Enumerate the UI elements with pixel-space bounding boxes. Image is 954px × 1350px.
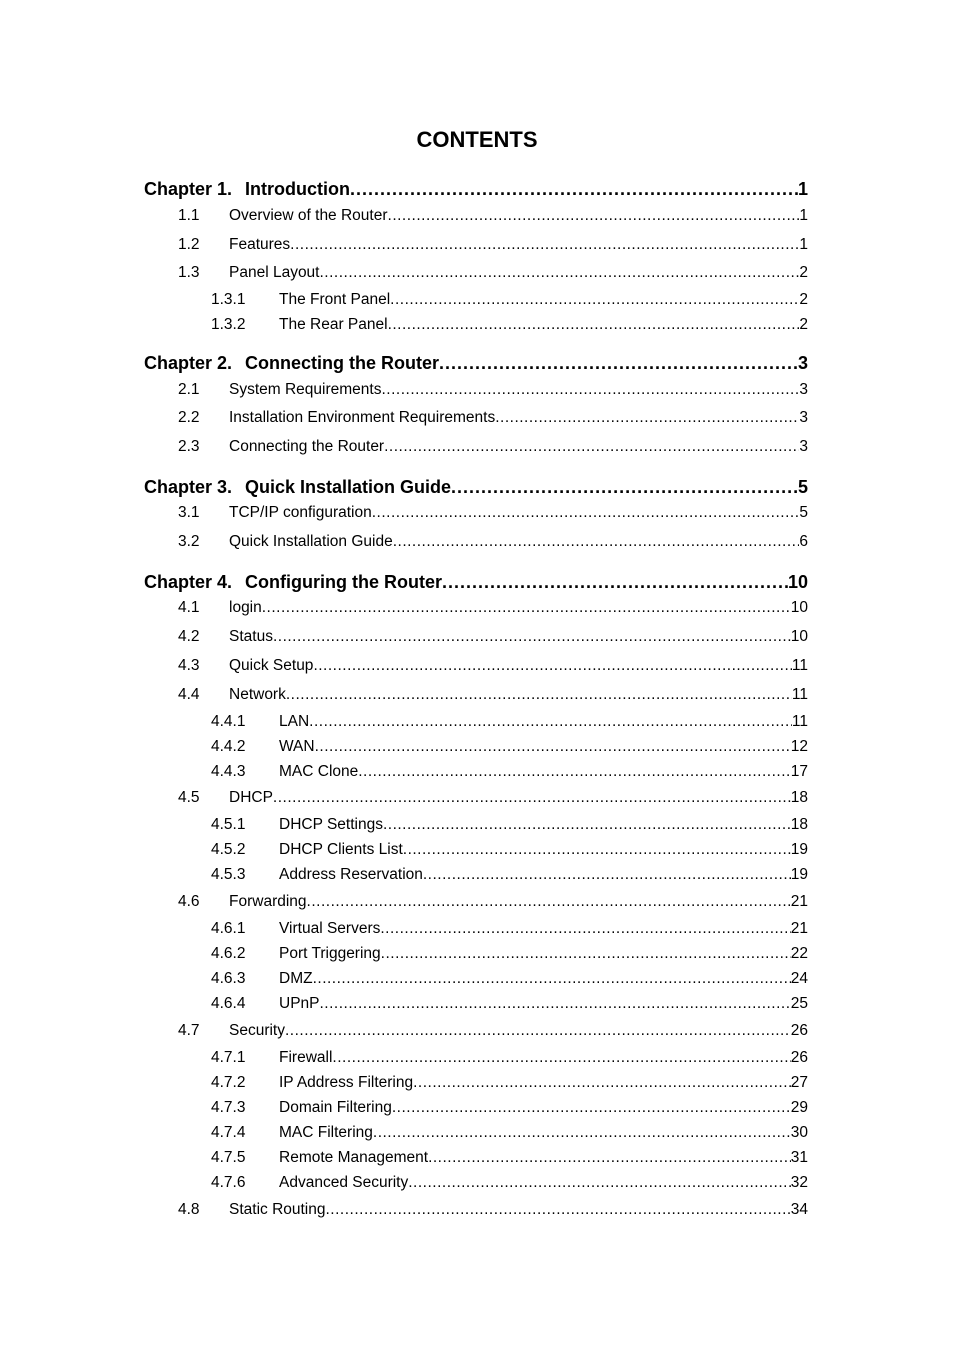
toc-section-row[interactable] <box>0 599 954 621</box>
toc-page-number: 29 <box>790 1099 808 1116</box>
dot-leader <box>392 1099 791 1117</box>
dot-leader <box>403 841 791 859</box>
toc-section-row[interactable] <box>0 1201 954 1223</box>
toc-section-row[interactable] <box>0 1022 954 1044</box>
toc-page-number: 26 <box>790 1022 808 1039</box>
dot-leader <box>332 1049 790 1067</box>
toc-title: The Front Panel <box>279 291 391 308</box>
dot-leader <box>315 738 791 756</box>
toc-page-number: 21 <box>790 893 808 910</box>
dot-leader <box>313 970 791 988</box>
toc-subsection-row[interactable] <box>0 316 954 338</box>
toc-title: TCP/IP configuration <box>229 504 372 521</box>
toc-section-row[interactable] <box>0 236 954 258</box>
toc-section-row[interactable] <box>0 893 954 915</box>
toc-title: Connecting the Router <box>245 353 439 373</box>
toc-number: 4.7 <box>178 1022 200 1039</box>
toc-section-row[interactable] <box>0 628 954 650</box>
toc-subsection-row[interactable] <box>0 816 954 838</box>
toc-number: 2.1 <box>178 381 200 398</box>
toc-subsection-row[interactable] <box>0 1049 954 1071</box>
toc-subsection-row[interactable] <box>0 1174 954 1196</box>
toc-page-number: 2 <box>799 264 808 281</box>
toc-title: Features <box>229 236 291 253</box>
dot-leader <box>350 179 798 200</box>
toc-number: 4.7.3 <box>211 1099 246 1116</box>
page-title: CONTENTS <box>416 127 538 152</box>
toc-title: Address Reservation <box>279 866 423 883</box>
toc-number: 4.7.6 <box>211 1174 246 1191</box>
toc-number: 4.7.5 <box>211 1149 246 1166</box>
toc-page-number: 30 <box>790 1124 808 1141</box>
toc-title: MAC Clone <box>279 763 359 780</box>
dot-leader <box>383 816 791 834</box>
toc-title: Domain Filtering <box>279 1099 392 1116</box>
toc-number: 4.6.4 <box>211 995 246 1012</box>
toc-title: The Rear Panel <box>279 316 388 333</box>
toc-number: 4.3 <box>178 657 200 674</box>
toc-chapter-row[interactable] <box>0 477 954 499</box>
toc-number: 1.1 <box>178 207 200 224</box>
toc-page-number: 22 <box>790 945 808 962</box>
dot-leader <box>320 264 800 282</box>
toc-page-number: 24 <box>790 970 808 987</box>
dot-leader <box>495 409 799 427</box>
toc-subsection-row[interactable] <box>0 920 954 942</box>
dot-leader <box>384 438 799 456</box>
toc-chapter-row[interactable] <box>0 353 954 375</box>
toc-number: 4.4.1 <box>211 713 246 730</box>
toc-chapter-row[interactable] <box>0 572 954 594</box>
toc-title: WAN <box>279 738 315 755</box>
toc-number: 2.3 <box>178 438 200 455</box>
toc-title: Quick Installation Guide <box>245 477 452 497</box>
toc-title: Security <box>229 1022 285 1039</box>
toc-number: 4.4.3 <box>211 763 246 780</box>
toc-page-number: 19 <box>790 841 808 858</box>
toc-page-number: 18 <box>790 789 808 806</box>
toc-number: 4.5 <box>178 789 200 806</box>
toc-number: 4.4.2 <box>211 738 246 755</box>
toc-page-number: 3 <box>799 381 808 398</box>
toc-number: Chapter 2. <box>144 353 233 373</box>
toc-number: 4.1 <box>178 599 200 616</box>
toc-title: Port Triggering <box>279 945 381 962</box>
toc-section-row[interactable] <box>0 207 954 229</box>
dot-leader <box>372 504 800 522</box>
toc-subsection-row[interactable] <box>0 841 954 863</box>
toc-page-number: 26 <box>790 1049 808 1066</box>
toc-title: Overview of the Router <box>229 207 388 224</box>
dot-leader <box>313 657 791 675</box>
toc-title: LAN <box>279 713 310 730</box>
toc-page-number: 3 <box>799 409 808 426</box>
toc-subsection-row[interactable] <box>0 291 954 313</box>
toc-subsection-row[interactable] <box>0 866 954 888</box>
toc-title: DHCP <box>229 789 273 806</box>
toc-page-number: 10 <box>790 628 808 645</box>
toc-page-number: 27 <box>790 1074 808 1091</box>
toc-title: Virtual Servers <box>279 920 381 937</box>
dot-leader <box>408 1174 791 1192</box>
toc-number: 4.7.2 <box>211 1074 246 1091</box>
toc-title: Connecting the Router <box>229 438 385 455</box>
dot-leader <box>439 353 798 374</box>
dot-leader <box>273 628 791 646</box>
dot-leader <box>309 713 792 731</box>
toc-number: 4.7.1 <box>211 1049 246 1066</box>
toc-title: IP Address Filtering <box>279 1074 414 1091</box>
toc-page-number: 5 <box>797 477 808 497</box>
toc-page-number: 11 <box>791 686 808 703</box>
toc-number: 4.5.1 <box>211 816 246 833</box>
toc-title: Firewall <box>279 1049 333 1066</box>
toc-section-row[interactable] <box>0 409 954 431</box>
toc-page-number: 21 <box>790 920 808 937</box>
toc-number: 4.6.2 <box>211 945 246 962</box>
toc-number: 3.2 <box>178 533 200 550</box>
toc-title: UPnP <box>279 995 320 1012</box>
toc-number: 4.6.1 <box>211 920 246 937</box>
toc-number: 4.4 <box>178 686 200 703</box>
toc-title: Introduction <box>245 179 350 199</box>
toc-section-row[interactable] <box>0 789 954 811</box>
toc-page-number: 25 <box>790 995 808 1012</box>
toc-number: 1.3.1 <box>211 291 246 308</box>
toc-subsection-row[interactable] <box>0 763 954 785</box>
toc-number: 4.2 <box>178 628 200 645</box>
toc-subsection-row[interactable] <box>0 1124 954 1146</box>
toc-page-number: 31 <box>790 1149 808 1166</box>
toc-number: Chapter 3. <box>144 477 233 497</box>
dot-leader <box>388 207 800 225</box>
toc-number: Chapter 4. <box>144 572 233 592</box>
toc-title: System Requirements <box>229 381 382 398</box>
toc-number: 4.6 <box>178 893 200 910</box>
toc-number: 4.5.3 <box>211 866 246 883</box>
toc-chapter-row[interactable] <box>0 179 954 201</box>
toc-page-number: 10 <box>790 599 808 616</box>
toc-number: 4.7.4 <box>211 1124 246 1141</box>
dot-leader <box>273 789 791 807</box>
dot-leader <box>451 477 798 498</box>
toc-page-number: 3 <box>799 438 808 455</box>
dot-leader <box>393 533 800 551</box>
dot-leader <box>413 1074 791 1092</box>
toc-section-row[interactable] <box>0 686 954 708</box>
toc-page-number: 12 <box>790 738 808 755</box>
toc-title: Panel Layout <box>229 264 320 281</box>
toc-page-number: 11 <box>791 657 808 674</box>
toc-page-number: 2 <box>799 291 808 308</box>
toc-subsection-row[interactable] <box>0 738 954 760</box>
toc-title: Installation Environment Requirements <box>229 409 496 426</box>
dot-leader <box>326 1201 791 1219</box>
toc-subsection-row[interactable] <box>0 713 954 735</box>
toc-number: 2.2 <box>178 409 200 426</box>
toc-page-number: 17 <box>790 763 808 780</box>
dot-leader <box>381 945 791 963</box>
toc-subsection-row[interactable] <box>0 1074 954 1096</box>
toc-title: Quick Setup <box>229 657 314 674</box>
dot-leader <box>423 866 791 884</box>
dot-leader <box>307 893 791 911</box>
toc-title: Network <box>229 686 286 703</box>
toc-title: Status <box>229 628 273 645</box>
dot-leader <box>320 995 791 1013</box>
toc-title: MAC Filtering <box>279 1124 373 1141</box>
toc-title: DHCP Settings <box>279 816 383 833</box>
toc-number: 1.3 <box>178 264 200 281</box>
toc-section-row[interactable] <box>0 264 954 286</box>
dot-leader <box>381 381 799 399</box>
dot-leader <box>285 1022 791 1040</box>
toc-page-number: 1 <box>799 236 808 253</box>
toc-subsection-row[interactable] <box>0 945 954 967</box>
toc-number: 3.1 <box>178 504 200 521</box>
toc-page-number: 32 <box>790 1174 808 1191</box>
toc-number: 1.2 <box>178 236 200 253</box>
dot-leader <box>380 920 790 938</box>
toc-section-row[interactable] <box>0 657 954 679</box>
toc-number: 4.6.3 <box>211 970 246 987</box>
toc-subsection-row[interactable] <box>0 995 954 1017</box>
dot-leader <box>442 572 788 593</box>
dot-leader <box>290 236 799 254</box>
toc-title: login <box>229 599 262 616</box>
toc-title: Forwarding <box>229 893 307 910</box>
dot-leader <box>358 763 791 781</box>
toc-page-number: 3 <box>797 353 808 373</box>
toc-page-number: 2 <box>799 316 808 333</box>
dot-leader <box>388 316 800 334</box>
toc-page-number: 10 <box>787 572 808 592</box>
toc-title: Static Routing <box>229 1201 326 1218</box>
toc-section-row[interactable] <box>0 504 954 526</box>
toc-number: Chapter 1. <box>144 179 233 199</box>
toc-page-number: 1 <box>799 207 808 224</box>
toc-page-number: 1 <box>797 179 808 199</box>
toc-number: 1.3.2 <box>211 316 246 333</box>
dot-leader <box>428 1149 791 1167</box>
toc-section-row[interactable] <box>0 438 954 460</box>
toc-section-row[interactable] <box>0 533 954 555</box>
toc-page-number: 19 <box>790 866 808 883</box>
toc-subsection-row[interactable] <box>0 1099 954 1121</box>
toc-number: 4.8 <box>178 1201 200 1218</box>
toc-title: Advanced Security <box>279 1174 409 1191</box>
toc-page-number: 34 <box>790 1201 808 1218</box>
dot-leader <box>286 686 792 704</box>
toc-title: Quick Installation Guide <box>229 533 393 550</box>
toc-subsection-row[interactable] <box>0 1149 954 1171</box>
toc-page-number: 18 <box>790 816 808 833</box>
toc-section-row[interactable] <box>0 381 954 403</box>
toc-number: 4.5.2 <box>211 841 246 858</box>
dot-leader <box>390 291 799 309</box>
toc-page-number: 11 <box>791 713 808 730</box>
toc-subsection-row[interactable] <box>0 970 954 992</box>
toc-title: DMZ <box>279 970 313 987</box>
dot-leader <box>373 1124 791 1142</box>
toc-page-number: 6 <box>799 533 808 550</box>
toc-page-number: 5 <box>799 504 808 521</box>
toc-title: Configuring the Router <box>245 572 442 592</box>
dot-leader <box>262 599 791 617</box>
toc-title: DHCP Clients List <box>279 841 403 858</box>
toc-title: Remote Management <box>279 1149 429 1166</box>
